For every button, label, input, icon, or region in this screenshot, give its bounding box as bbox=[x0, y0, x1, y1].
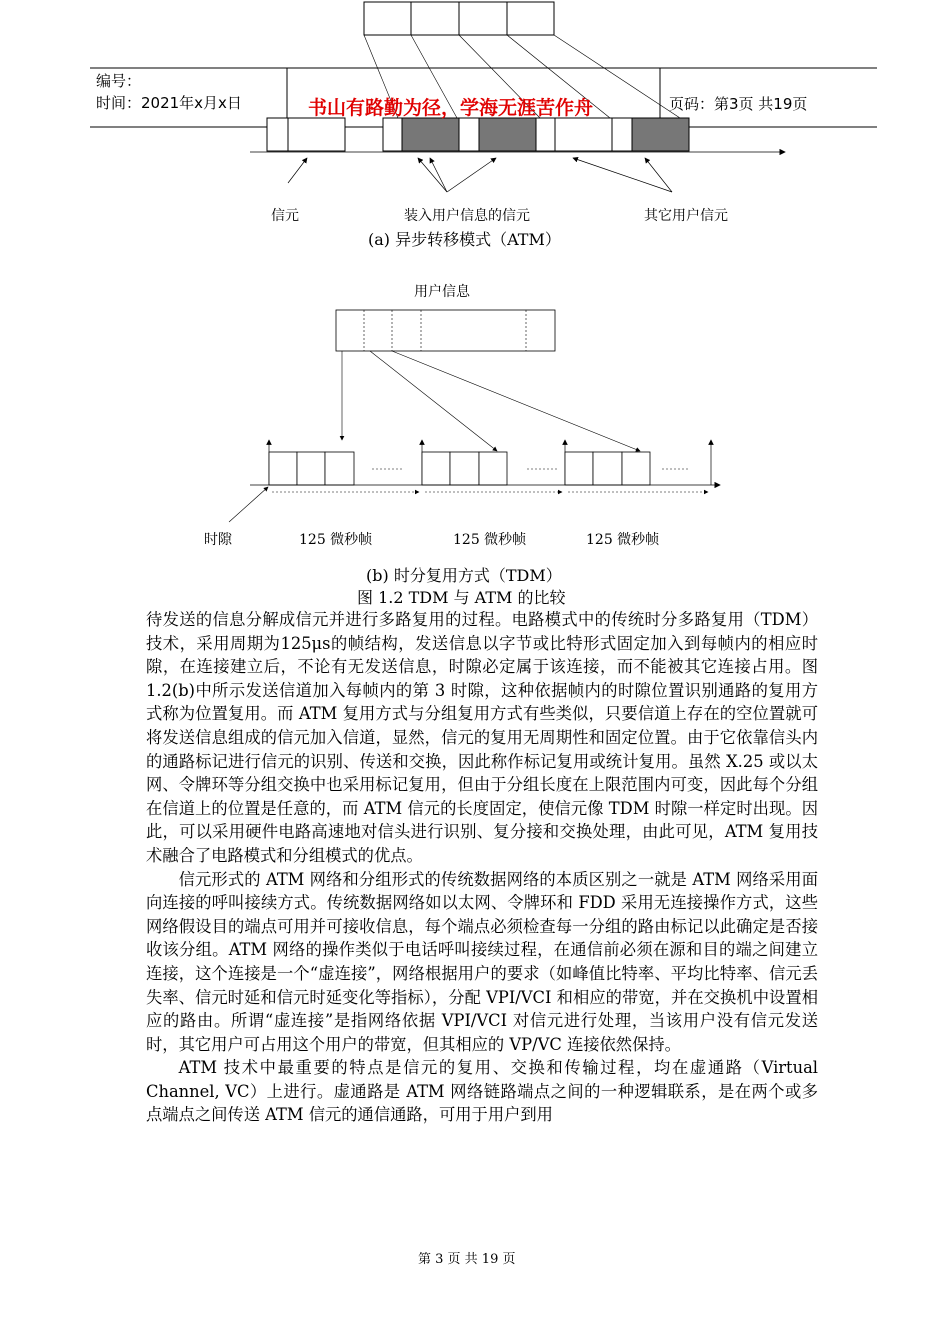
label-time-slot: 时隙 bbox=[204, 532, 232, 548]
page-footer: 第 3 页 共 19 页 bbox=[418, 1252, 516, 1267]
caption-atm: (a) 异步转移模式（ATM） bbox=[368, 230, 561, 249]
tdm-atm-diagram bbox=[0, 0, 950, 600]
atm-source-cells bbox=[364, 2, 554, 35]
header-page-info: 页码：第3页 共19页 bbox=[669, 95, 808, 113]
figure-caption: 图 1.2 TDM 与 ATM 的比较 bbox=[357, 588, 566, 607]
header-time-label: 时间：2021年x月x日 bbox=[96, 94, 242, 112]
label-frame-2: 125 微秒帧 bbox=[453, 532, 527, 548]
label-user-cell: 装入用户信息的信元 bbox=[404, 208, 530, 224]
header-number-label: 编号： bbox=[96, 72, 142, 90]
header-motto: 书山有路勤为径，学海无涯苦作舟 bbox=[308, 97, 594, 119]
label-cell: 信元 bbox=[271, 208, 299, 224]
label-frame-3: 125 微秒帧 bbox=[586, 532, 660, 548]
label-user-info: 用户信息 bbox=[414, 284, 470, 300]
body-text bbox=[146, 608, 818, 1127]
label-other-user-cell: 其它用户信元 bbox=[644, 208, 728, 224]
tdm-frames bbox=[269, 452, 650, 485]
atm-label-arrows bbox=[288, 158, 672, 192]
paragraph-2: 信元形式的 ATM 网络和分组形式的传统数据网络的本质区别之一就是 ATM 网络采用面向连接的呼叫接续方式。传统数据网络如以太网、令牌环和 FDD 采用无连接操作方式，这些网络假设目的端点可用并可接收信息，每个端点必须检查每一分组的路由标记以此确定是否接收该分组。ATM 网络的操作类似于电话呼叫接续过程，在通信前必须在源和目的端之间建立连接，这个连接是一个“虚连接”，网络根据用户的要求（如峰值比特率、平均比特率、信元丢失率、信元时延和信元时延变化等指标），分配 VPI/VCI 和相应的带宽，并在交换机中设置相应的路由。所谓“虚连接”是指网络依据 VPI/VCI 对信元进行处理，当该用户没有信元发送时，其它用户可占用这个用户的带宽，但其相应的 VP/VC 连接依然保持。 bbox=[146, 869, 818, 1054]
atm-cell-stream bbox=[267, 118, 689, 151]
tdm-user-info-block bbox=[336, 310, 555, 351]
caption-tdm: (b) 时分复用方式（TDM） bbox=[366, 566, 562, 585]
paragraph-3: ATM 技术中最重要的特点是信元的复用、交换和传输过程，均在虚通路（Virtual Channel, VC）上进行。虚通路是 ATM 网络链路端点之间的一种逻辑联系，是在两个或多点端点之间传送 ATM 信元的通信通路，可用于用户到用 bbox=[146, 1058, 818, 1125]
label-frame-1: 125 微秒帧 bbox=[299, 532, 373, 548]
paragraph-1: 待发送的信息分解成信元并进行多路复用的过程。电路模式中的传统时分多路复用（TDM）技术，采用周期为125μs的帧结构，发送信息以字节或比特形式固定加入到每帧内的相应时隙，在连接建立后，不论有无发送信息，时隙必定属于该连接，而不能被其它连接占用。图 1.2(b)中所示发送信道加入每帧内的第 3 时隙，这种依据帧内的时隙位置识别通路的复用方式称为位置复用。而 ATM 复用方式与分组复用方式有些类似，只要信道上存在的空位置就可将发送信息组成的信元加入信道，显然，信元的复用无周期性和固定位置。由于它依靠信头内的通路标记进行信元的识别、传送和交换，因此称作标记复用或统计复用。虽然 X.25 或以太网、令牌环等分组交换中也采用标记复用，但由于分组长度在上限范围内可变，因此每个分组在信道上的位置是任意的，而 ATM 信元的长度固定，使信元像 TDM 时隙一样定时出现。因此，可以采用硬件电路高速地对信头进行识别、复分接和交换处理，由此可见，ATM 复用技术融合了电路模式和分组模式的优点。 bbox=[146, 610, 818, 865]
tdm-fanout-lines bbox=[342, 351, 640, 451]
